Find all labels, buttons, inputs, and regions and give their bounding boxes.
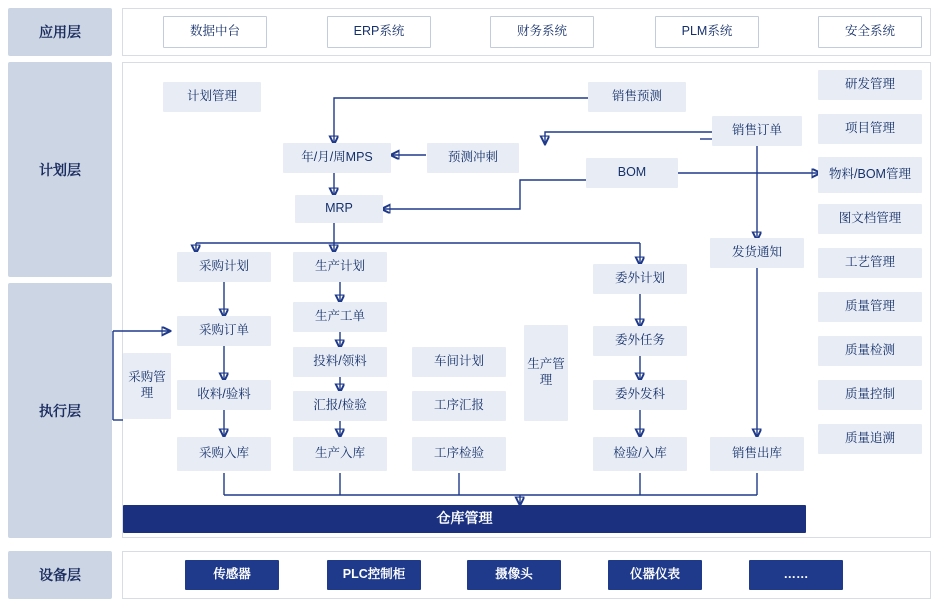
equipment-node-2[interactable]: 摄像头 xyxy=(467,560,561,590)
right-node-2[interactable]: 物料/BOM管理 xyxy=(818,157,922,193)
node-outsource-issue[interactable]: 委外发科 xyxy=(593,380,687,410)
node-process-report[interactable]: 工序汇报 xyxy=(412,391,506,421)
app-node-0[interactable]: 数据中台 xyxy=(163,16,267,48)
node-mrp[interactable]: MRP xyxy=(295,195,383,223)
node-purchase-plan[interactable]: 采购计划 xyxy=(177,252,271,282)
app-node-3[interactable]: PLM系统 xyxy=(655,16,759,48)
node-outsource-plan[interactable]: 委外计划 xyxy=(593,264,687,294)
node-outsource-task[interactable]: 委外任务 xyxy=(593,326,687,356)
node-purchase-in[interactable]: 采购入库 xyxy=(177,437,271,471)
node-production-plan[interactable]: 生产计划 xyxy=(293,252,387,282)
layer-label-equipment: 设备层 xyxy=(8,551,112,599)
equipment-node-1[interactable]: PLC控制柜 xyxy=(327,560,421,590)
right-node-8[interactable]: 质量追溯 xyxy=(818,424,922,454)
node-purchase-mgmt[interactable]: 采购管理 xyxy=(123,353,171,419)
node-production-order[interactable]: 生产工单 xyxy=(293,302,387,332)
node-bom[interactable]: BOM xyxy=(586,158,678,188)
right-node-5[interactable]: 质量管理 xyxy=(818,292,922,322)
node-process-inspect[interactable]: 工序检验 xyxy=(412,437,506,471)
node-report-inspect[interactable]: 汇报/检验 xyxy=(293,391,387,421)
node-material-issue[interactable]: 投料/领料 xyxy=(293,347,387,377)
node-production-in[interactable]: 生产入库 xyxy=(293,437,387,471)
node-receive-check[interactable]: 收料/验料 xyxy=(177,380,271,410)
right-node-6[interactable]: 质量检测 xyxy=(818,336,922,366)
right-node-0[interactable]: 研发管理 xyxy=(818,70,922,100)
right-node-3[interactable]: 图文档管理 xyxy=(818,204,922,234)
equipment-node-0[interactable]: 传感器 xyxy=(185,560,279,590)
right-node-1[interactable]: 项目管理 xyxy=(818,114,922,144)
equipment-node-3[interactable]: 仪器仪表 xyxy=(608,560,702,590)
node-mps[interactable]: 年/月/周MPS xyxy=(283,143,391,173)
node-production-mgmt[interactable]: 生产管理 xyxy=(524,325,568,421)
node-inspect-in[interactable]: 检验/入库 xyxy=(593,437,687,471)
node-sales-forecast[interactable]: 销售预测 xyxy=(588,82,686,112)
right-node-4[interactable]: 工艺管理 xyxy=(818,248,922,278)
node-sales-order[interactable]: 销售订单 xyxy=(712,116,802,146)
layer-label-execution: 执行层 xyxy=(8,283,112,538)
layer-label-planning: 计划层 xyxy=(8,62,112,277)
node-forecast-sprint[interactable]: 预测冲刺 xyxy=(427,143,519,173)
node-workshop-plan[interactable]: 车间计划 xyxy=(412,347,506,377)
node-plan-mgmt[interactable]: 计划管理 xyxy=(163,82,261,112)
layer-label-application: 应用层 xyxy=(8,8,112,56)
equipment-node-4[interactable]: …… xyxy=(749,560,843,590)
node-delivery-notice[interactable]: 发货通知 xyxy=(710,238,804,268)
right-node-7[interactable]: 质量控制 xyxy=(818,380,922,410)
node-purchase-order[interactable]: 采购订单 xyxy=(177,316,271,346)
node-sales-out[interactable]: 销售出库 xyxy=(710,437,804,471)
app-node-2[interactable]: 财务系统 xyxy=(490,16,594,48)
app-node-4[interactable]: 安全系统 xyxy=(818,16,922,48)
node-warehouse-mgmt[interactable]: 仓库管理 xyxy=(123,505,806,533)
app-node-1[interactable]: ERP系统 xyxy=(327,16,431,48)
